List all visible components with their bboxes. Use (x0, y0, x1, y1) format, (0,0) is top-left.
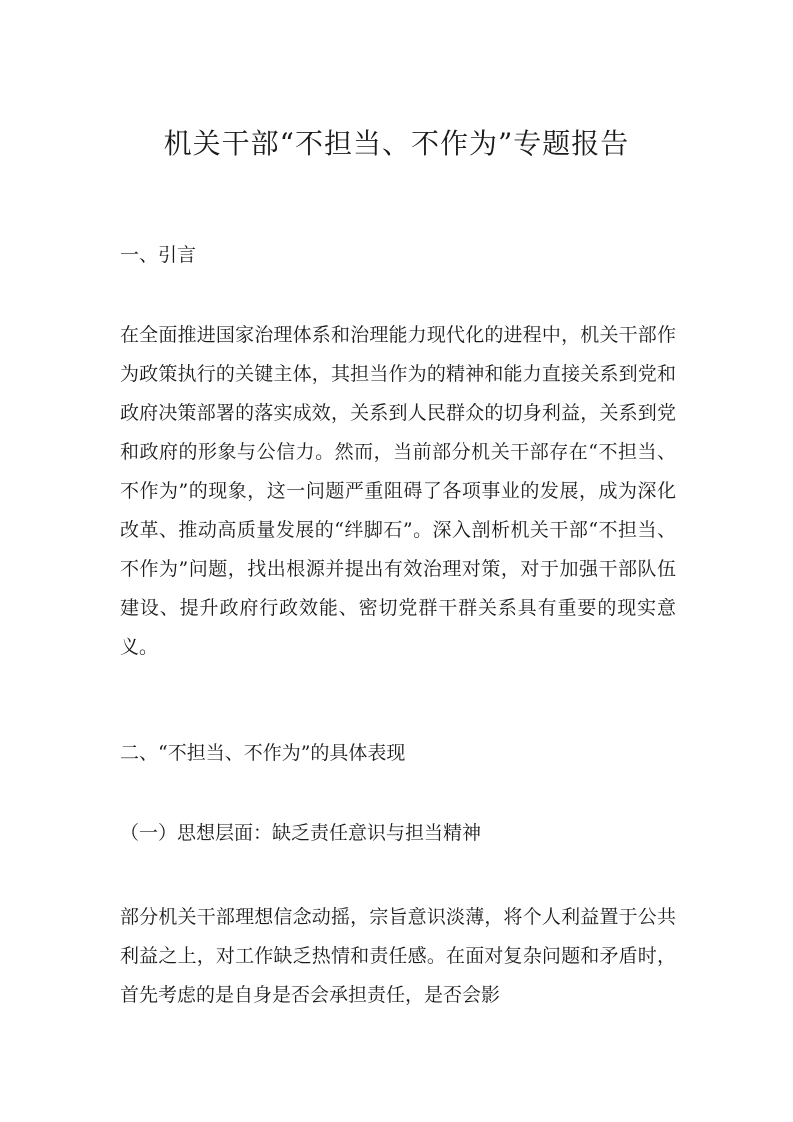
document-title: 机关干部“不担当、不作为”专题报告 (163, 127, 630, 160)
introduction-paragraph: 在全面推进国家治理体系和治理能力现代化的进程中，机关干部作为政策执行的关键主体，其担当作为的精神和能力直接关系到党和政府决策部署的落实成效，关系到人民群众的切身利益，关系到党和政府的形象与公信力。然而，当前部分机关干部存在“不担当、不作为”的现象，这一问题严重阻碍了各项事业的发展，成为深化改革、推动高质量发展的“绊脚石”。深入剖析机关干部“不担当、不作为”问题，找出根源并提出有效治理对策，对于加强干部队伍建设、提升政府行政效能、密切党群干群关系具有重要的现实意义。 (120, 324, 676, 658)
section-heading-introduction: 一、引言 (120, 244, 197, 266)
section-heading-manifestations: 二、“不担当、不作为”的具体表现 (120, 742, 406, 764)
ideology-paragraph: 部分机关干部理想信念动摇，宗旨意识淡薄，将个人利益置于公共利益之上，对工作缺乏热情和责任感。在面对复杂问题和矛盾时，首先考虑的是自身是否会承担责任，是否会影 (120, 906, 676, 1006)
subsection-heading-ideology: （一）思想层面：缺乏责任意识与担当精神 (120, 822, 482, 844)
